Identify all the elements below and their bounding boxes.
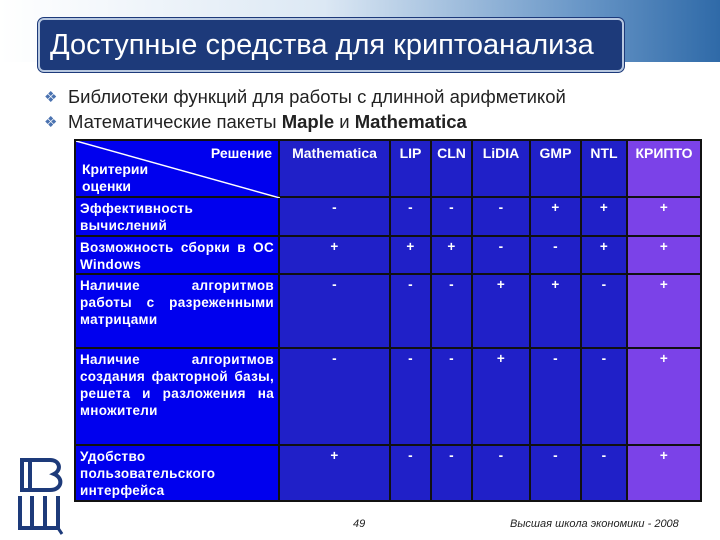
criterion-cell: Наличие алгоритмов создания факторной базы, решета и разложения на множители: [75, 348, 279, 445]
value-cell: +: [627, 348, 701, 445]
value-cell: -: [472, 236, 530, 274]
value-cell: -: [431, 274, 472, 348]
value-cell: -: [390, 445, 431, 501]
value-cell: -: [279, 348, 390, 445]
value-cell: +: [530, 197, 581, 236]
value-cell: +: [431, 236, 472, 274]
table-corner-cell: [75, 140, 279, 197]
table-row: [75, 348, 701, 445]
column-header: GMP: [530, 140, 581, 197]
value-cell: -: [431, 197, 472, 236]
bullet-text: Библиотеки функций для работы с длинной арифметикой: [68, 85, 566, 107]
table-row: [75, 236, 701, 274]
value-cell: -: [431, 348, 472, 445]
value-cell: -: [472, 197, 530, 236]
value-cell: +: [279, 236, 390, 274]
value-cell: +: [581, 197, 627, 236]
table-row: [75, 274, 701, 348]
value-cell: +: [627, 197, 701, 236]
value-cell: +: [581, 236, 627, 274]
column-header: CLN: [431, 140, 472, 197]
value-cell: -: [530, 236, 581, 274]
criterion-cell: Наличие алгоритмов работы с разреженными матрицами: [75, 274, 279, 348]
hse-logo-icon: [10, 452, 68, 536]
criterion-cell: Возможность сборки в ОС Windows: [75, 236, 279, 274]
bullet-item: [44, 84, 566, 109]
value-cell: -: [390, 197, 431, 236]
value-cell: -: [390, 348, 431, 445]
corner-solution-label: Решение: [210, 145, 272, 161]
value-cell: -: [581, 348, 627, 445]
value-cell: -: [581, 274, 627, 348]
table-row: [75, 197, 701, 236]
value-cell: -: [530, 445, 581, 501]
value-cell: -: [390, 274, 431, 348]
diamond-bullet-icon: ❖: [44, 113, 58, 131]
value-cell: +: [627, 274, 701, 348]
value-cell: -: [279, 197, 390, 236]
column-header: КРИПТО: [627, 140, 701, 197]
value-cell: +: [472, 348, 530, 445]
bullet-list: [44, 84, 566, 134]
column-header: NTL: [581, 140, 627, 197]
column-header: Mathematica: [279, 140, 390, 197]
diamond-bullet-icon: ❖: [44, 88, 58, 106]
comparison-table: [74, 139, 702, 502]
value-cell: +: [530, 274, 581, 348]
value-cell: -: [431, 445, 472, 501]
criterion-cell: Удобство пользовательского интерфейса: [75, 445, 279, 501]
page-number: 49: [353, 518, 366, 530]
criterion-cell: Эффективность вычислений: [75, 197, 279, 236]
column-header: LIP: [390, 140, 431, 197]
value-cell: +: [279, 445, 390, 501]
bullet-text: Математические пакеты Maple и Mathematica: [68, 110, 467, 132]
column-header: LiDIA: [472, 140, 530, 197]
corner-criteria-label: Критерии оценки: [82, 161, 149, 194]
value-cell: -: [581, 445, 627, 501]
footer-institution: Высшая школа экономики - 2008: [510, 518, 679, 530]
value-cell: +: [390, 236, 431, 274]
value-cell: +: [627, 236, 701, 274]
table-header-row: [75, 140, 701, 197]
value-cell: -: [472, 445, 530, 501]
value-cell: +: [472, 274, 530, 348]
table-row: [75, 445, 701, 501]
value-cell: +: [627, 445, 701, 501]
bullet-item: [44, 109, 566, 134]
slide-title: Доступные средства для криптоанализа: [38, 18, 624, 72]
value-cell: -: [279, 274, 390, 348]
value-cell: -: [530, 348, 581, 445]
